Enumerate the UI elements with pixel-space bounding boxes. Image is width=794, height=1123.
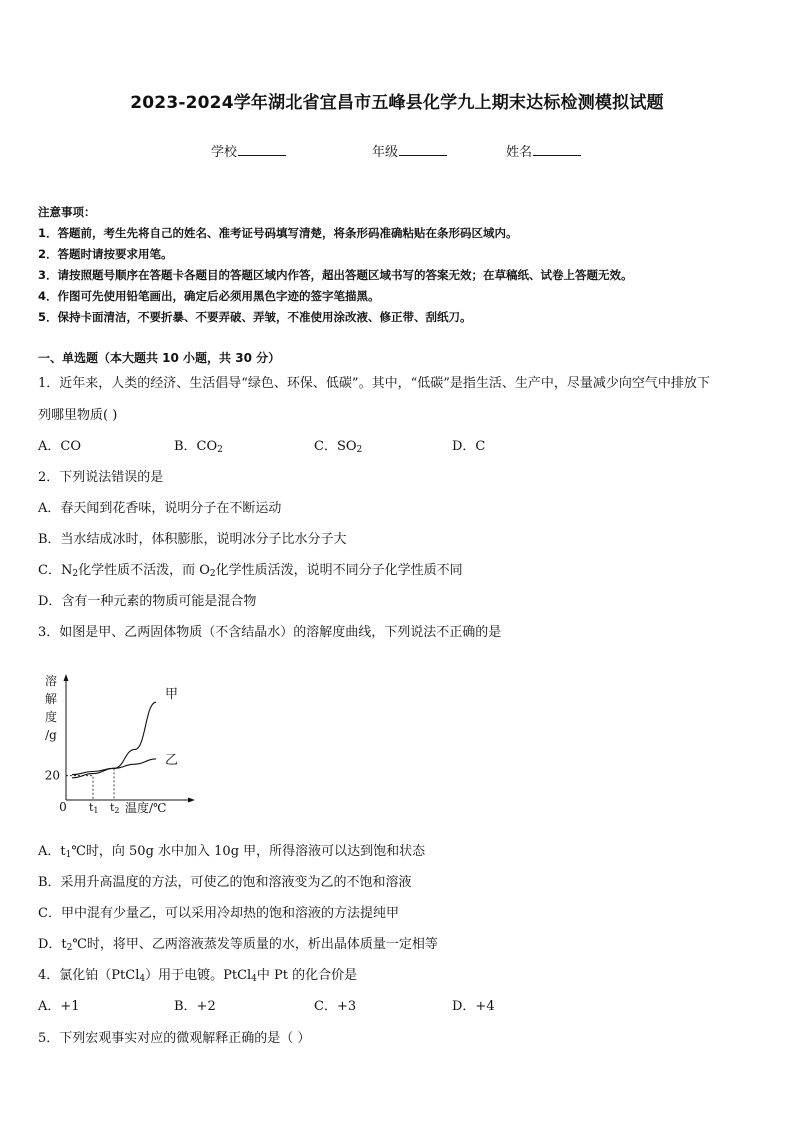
y-axis-label-group [45,673,57,742]
series-line-yi [72,759,156,775]
q5-stem: 5．下列宏观事实对应的微观解释正确的是（ ） [38,1031,311,1046]
school-blank [238,143,286,156]
q2-option-a: A．春天闻到花香味，说明分子在不断运动 [38,501,282,516]
x-axis-label: 温度/℃ [125,801,167,815]
q4-stem: 4．氯化铂（PtCl$_4$）用于电镀。PtCl$_4$中 Pt 的化合价是 [38,968,358,984]
q1-stem-line1: 1．近年来，人类的经济、生活倡导“绿色、环保、低碳”。其中，“低碳”是指生活、生产中，尽量减少向空气中排放下 [38,376,710,391]
q3-stem: 3．如图是甲、乙两固体物质（不含结晶水）的溶解度曲线，下列说法不正确的是 [38,625,502,640]
notice-item-4: 4．作图可先使用铅笔画出，确定后必须用黑色字迹的签字笔描黑。 [38,289,380,303]
notice-item-1: 1．答题前，考生先将自己的姓名、准考证号码填写清楚，将条形码准确粘贴在条形码区域内。 [38,226,518,240]
grade-blank [399,143,447,156]
notice-item-2: 2．答题时请按要求用笔。 [38,247,173,261]
q2-option-d: D．含有一种元素的物质可能是混合物 [38,594,257,609]
origin-label: 0 [59,800,67,814]
y-axis-label-char: 解 [44,692,58,706]
dashed-guide-t1 [66,776,93,800]
q1-option-b: B．$CO_2$ [174,439,223,455]
series-label-yi: 乙 [165,752,179,768]
q1-option-d: D．C [452,439,486,454]
name-field [506,141,581,160]
y-tick-label: 20 [44,768,60,783]
school-field [211,141,286,160]
page-title: 2023-2024学年湖北省宜昌市五峰县化学九上期末达标检测模拟试题 [130,93,664,113]
grade-field [372,141,447,160]
x-tick-label-t2: t2 [110,801,120,815]
q4-option-c: C．+3 [314,999,357,1014]
q3-option-a: A．$t_1℃$时，向 50g 水中加入 10g 甲，所得溶液可以达到饱和状态 [38,844,426,860]
q3-option-b: B．采用升高温度的方法，可使乙的饱和溶液变为乙的不饱和溶液 [38,875,412,890]
solubility-chart [38,668,208,818]
notice-heading: 注意事项： [38,205,96,219]
q4-option-a: A．+1 [38,999,80,1014]
grade-label: 年级 [372,145,399,160]
x-tick-label-group [89,801,120,815]
series-line-jia [72,702,156,778]
x-axis-arrow [188,798,195,803]
section-heading: 一、单选题（本大题共 10 小题，共 30 分） [38,351,281,365]
y-axis-label-char: /g [45,728,57,742]
series-label-jia: 甲 [165,687,179,702]
q2-stem: 2．下列说法错误的是 [38,470,164,485]
school-label: 学校 [211,145,238,160]
q1-option-c: C．$SO_2$ [314,439,363,455]
series-group [72,687,178,778]
y-axis-arrow [64,674,69,681]
notice-item-3: 3．请按照题号顺序在答题卡各题目的答题区域内作答，超出答题区域书写的答案无效；在草稿纸、试卷上答题无效。 [38,268,633,282]
name-label: 姓名 [506,145,533,160]
q2-option-b: B．当水结成冰时，体积膨胀，说明冰分子比水分子大 [38,532,347,547]
q4-option-b: B．+2 [174,999,216,1014]
q3-option-d: D．$t_2℃$时，将甲、乙两溶液蒸发等质量的水，析出晶体质量一定相等 [38,937,438,953]
y-axis-label-char: 度 [44,710,58,724]
q1-option-a: A．CO [38,439,81,454]
q4-option-d: D．+4 [452,999,495,1014]
q2-option-c: C．$N_2$化学性质不活泼，而 $O_2$化学性质活泼，说明不同分子化学性质不同 [38,563,463,579]
name-blank [533,143,581,156]
x-tick-label-t1: t1 [89,801,99,815]
q1-stem-line2: 列哪里物质( ) [38,408,118,423]
q3-option-c: C．甲中混有少量乙，可以采用冷却热的饱和溶液的方法提纯甲 [38,906,399,921]
notice-item-5: 5．保持卡面清洁，不要折暴、不要弄破、弄皱，不准使用涂改液、修正带、刮纸刀。 [38,310,472,324]
y-axis-label-char: 溶 [44,674,58,688]
